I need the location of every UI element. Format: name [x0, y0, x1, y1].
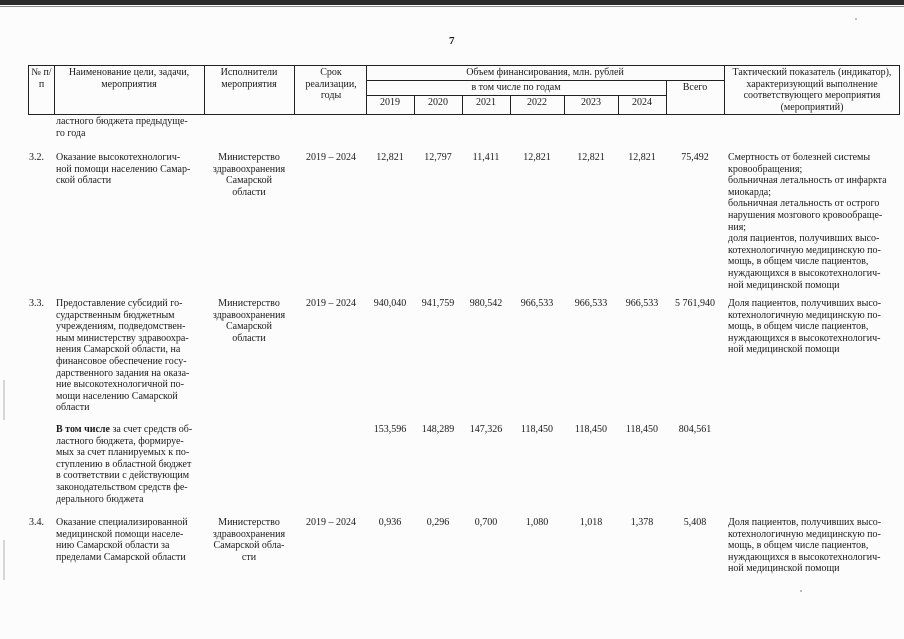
row-executor: Министерство здравоохранения Самарской обла- сти [212, 517, 286, 563]
header-col-by-year: в том числе по годам [471, 82, 561, 93]
header-year-2021: 2021 [476, 97, 496, 108]
row-value-2024: 966,533 [625, 298, 659, 309]
row-value-2023: 966,533 [574, 298, 608, 309]
row-value-2022: 118,450 [520, 424, 554, 435]
scan-speck [3, 540, 5, 580]
row-value-2020: 0,296 [426, 517, 450, 528]
header-col-executor: Исполнители мероприятия [220, 67, 278, 90]
row-value-2022: 12,821 [523, 152, 551, 163]
header-year-2019: 2019 [380, 97, 400, 108]
row-term: 2019 – 2024 [306, 298, 356, 309]
row-value-2019: 940,040 [373, 298, 407, 309]
row-value-2020: 12,797 [424, 152, 452, 163]
scan-top-border [0, 0, 904, 5]
row-name: Оказание специализированной медицинской помощи населе- нию Самарской области за пределами Самарской области [56, 517, 188, 563]
row-value-2024: 118,450 [625, 424, 659, 435]
row-executor: Министерство здравоохранения Самарской области [212, 298, 286, 344]
header-year-2024: 2024 [632, 97, 652, 108]
row-value-2024: 12,821 [628, 152, 656, 163]
row-value-2021: 0,700 [474, 517, 498, 528]
row-value-2019: 12,821 [376, 152, 404, 163]
row-indicator: Доля пациентов, получивших высо- котехнологичную медицинскую по- мощь, в общем числе пациентов, нуждающихся в высокотехнологич- ной медицинской помощи [728, 517, 882, 575]
header-col-indicator: Тактический показатель (индикатор), характеризующий выполнение соответствующего мероприятия (мероприятий) [732, 67, 892, 113]
header-year-2022: 2022 [527, 97, 547, 108]
row-total: 5 761,940 [675, 298, 715, 309]
row-term: 2019 – 2024 [306, 152, 356, 163]
row-value-2023: 118,450 [574, 424, 608, 435]
row-value-2020: 148,289 [421, 424, 455, 435]
page-number: 7 [449, 35, 455, 47]
row-indicator: Доля пациентов, получивших высо- котехнологичную медицинскую по- мощь, в общем числе пациентов, нуждающихся в высокотехнологич- ной медицинской помощи [728, 298, 882, 356]
row-value-2019: 153,596 [373, 424, 407, 435]
header-col-total: Всего [682, 82, 708, 93]
header-col-name: Наименование цели, задачи, мероприятия [68, 67, 190, 90]
row-value-2024: 1,378 [630, 517, 654, 528]
scan-top-border-thin [0, 6, 904, 7]
row-number: 3.3. [29, 298, 44, 309]
row-name-bold: В том числе [56, 424, 110, 435]
row-value-2021: 980,542 [469, 298, 503, 309]
row-number: 3.4. [29, 517, 44, 528]
header-year-2020: 2020 [428, 97, 448, 108]
row-name: Предоставление субсидий го- сударственным бюджетным учреждениям, подведомствен- ным министерству здравоохра- нения Самарской области, на финансовое обеспечение госу- дарственного задания на оказа- ние высокотехнологичной по- мощи населению Самарской области [56, 298, 190, 414]
row-term: 2019 – 2024 [306, 517, 356, 528]
row-value-2023: 12,821 [577, 152, 605, 163]
row-name [56, 424, 202, 505]
row-total: 75,492 [681, 152, 709, 163]
row-value-2021: 11,411 [472, 152, 500, 163]
header-year-2023: 2023 [581, 97, 601, 108]
carryover-text: ластного бюджета предыдуще- го года [56, 116, 188, 139]
scan-speck [855, 18, 857, 20]
row-value-2021: 147,326 [469, 424, 503, 435]
row-value-2020: 941,759 [421, 298, 455, 309]
row-indicator: Смертность от болезней системы кровообращения; больничная летальность от инфаркта миокарда; больничная летальность от острого нарушения мозгового кровообраще- ния; доля пациентов, получивших высо- котехнологичную медицинскую по- мощь, в общем числе пациентов, нуждающихся в высокотехнологич- ной медицинской помощи [728, 152, 887, 291]
row-name-rest: за счет средств об- ластного бюджета, формируе- мых за счет планируемых к по- ступлению в областной бюджет в соответствии с действующим законодательством средств фе- дерального бюджета [56, 424, 193, 505]
row-total: 5,408 [683, 517, 707, 528]
row-value-2022: 966,533 [520, 298, 554, 309]
header-col-funding: Объем финансирования, млн. рублей [466, 67, 624, 78]
row-value-2022: 1,080 [525, 517, 549, 528]
row-value-2023: 1,018 [579, 517, 603, 528]
scan-speck [800, 590, 802, 592]
header-col-no: № п/п [31, 67, 52, 90]
row-number: 3.2. [29, 152, 44, 163]
row-total: 804,561 [678, 424, 712, 435]
row-value-2019: 0,936 [378, 517, 402, 528]
header-col-term: Срок реализации, годы [305, 67, 357, 101]
scan-speck [3, 380, 5, 420]
row-name: Оказание высокотехнологич- ной помощи населению Самар- ской области [56, 152, 191, 187]
row-executor: Министерство здравоохранения Самарской области [212, 152, 286, 198]
